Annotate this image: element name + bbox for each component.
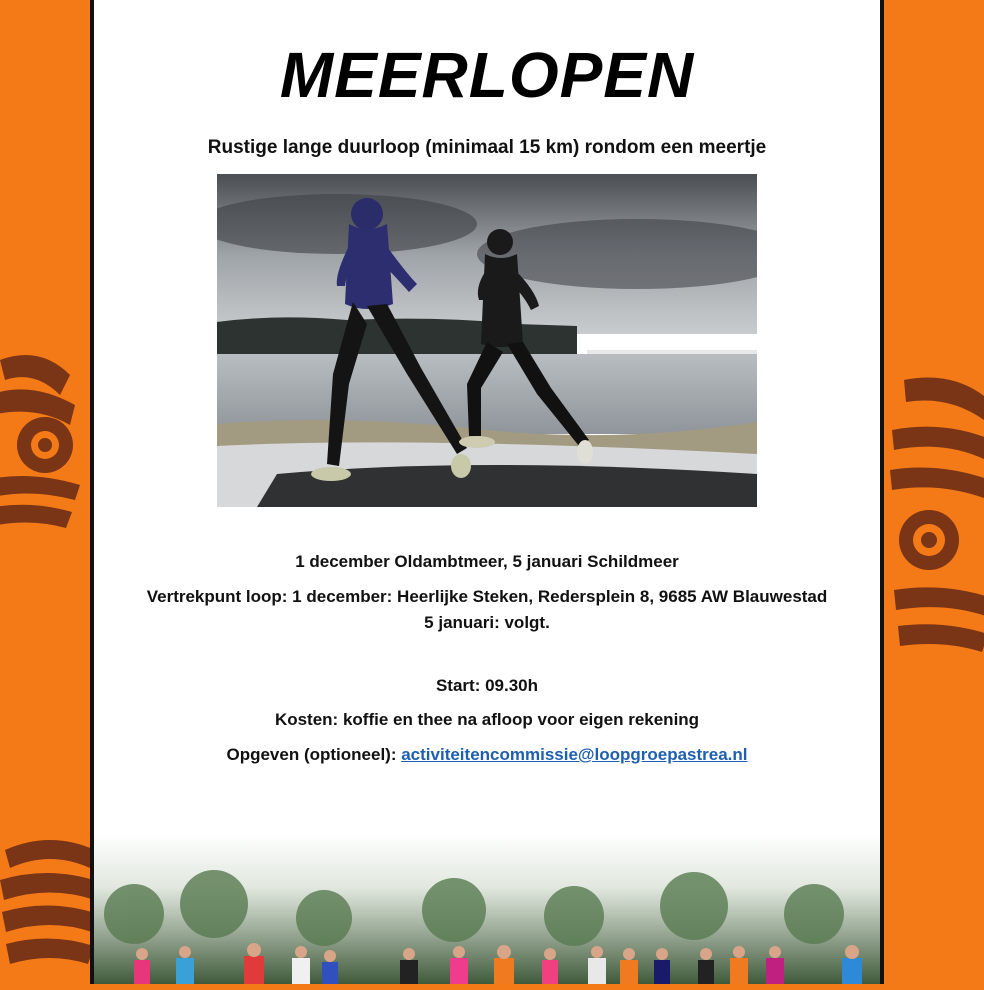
runners-photo (217, 174, 757, 507)
departure-line-2: 5 januari: volgt. (424, 613, 550, 632)
event-dates: 1 december Oldambtmeer, 5 januari Schildmeer (295, 552, 679, 571)
shoe-print-icon-left-upper (0, 350, 90, 540)
start-time: Start: 09.30h (435, 676, 539, 695)
signup-label: Opgeven (optioneel): (226, 745, 402, 764)
runners-group-photo (94, 834, 880, 984)
costs-text: Kosten: koffie en thee na afloop voor eigen rekening (274, 710, 700, 729)
poster-subtitle: Rustige lange duurloop (minimaal 15 km) rondom een meertje (207, 137, 767, 158)
poster-sheet (90, 0, 884, 984)
shoe-print-icon-right (884, 370, 984, 690)
signup-email-link[interactable]: activiteitencommissie@loopgroepastrea.nl (401, 745, 748, 764)
poster-title: MEERLOPEN (279, 39, 695, 111)
signup-line (94, 745, 880, 765)
departure-line-1: Vertrekpunt loop: 1 december: Heerlijke Steken, Redersplein 8, 9685 AW Blauwestad (146, 587, 828, 606)
